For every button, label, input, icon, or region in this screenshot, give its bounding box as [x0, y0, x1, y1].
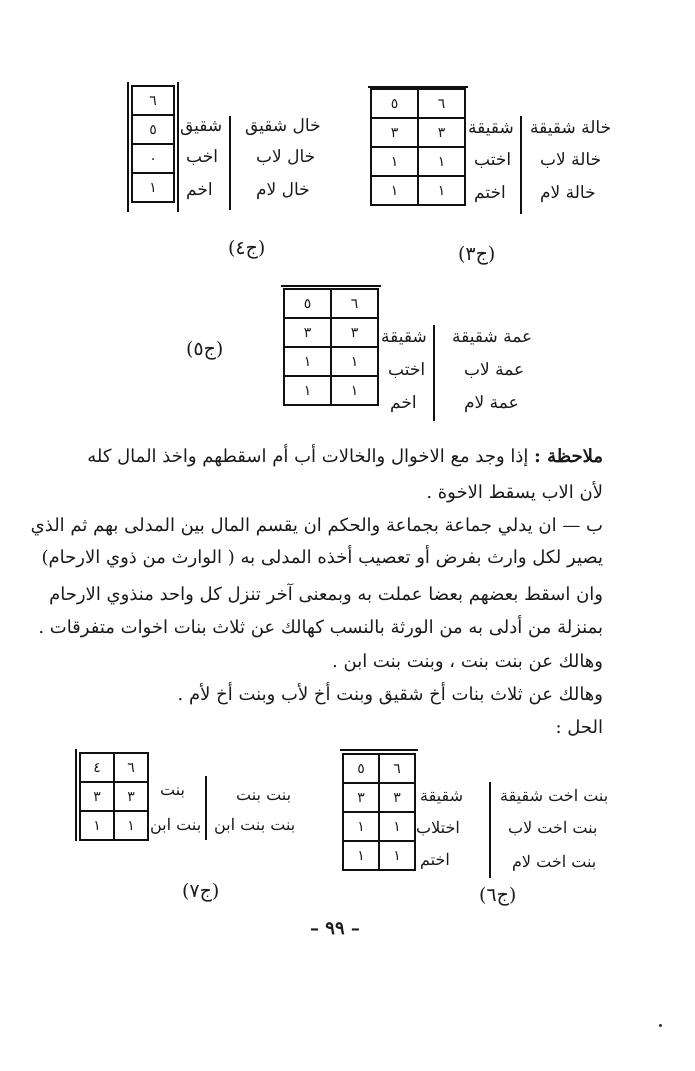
- section-b-line: وهالك عن ثلاث بنات أخ شقيق وبنت أخ لأب وبنت أخ لأم .: [177, 684, 603, 705]
- table-c5-right-label: عمة لاب: [464, 360, 525, 380]
- table-c6-cell: ٣: [343, 783, 379, 812]
- table-c6-mid-label: شقيقة: [420, 786, 463, 805]
- table-c7-caption: (ج٧): [182, 880, 220, 902]
- table-c5-mid-label: شقيقة: [381, 327, 427, 347]
- table-c5-mid-label: اخم: [390, 393, 417, 413]
- table-c7-right-label: بنت بنت ابن: [214, 815, 296, 834]
- table-c3-mid-label: شقيقة: [468, 118, 514, 138]
- table-c3-right-label: خالة شقيقة: [530, 118, 612, 138]
- table-c3-cell: ٣: [418, 118, 465, 147]
- table-c6-cell: ٥: [343, 754, 379, 783]
- table-c4-cell: ١: [132, 173, 174, 202]
- table-c3-right-label: خالة لام: [540, 183, 596, 203]
- section-b-line: بمنزلة من أدلى به من الورثة بالنسب كهالك عن ثلاث بنات اخوات متفرقات .: [38, 617, 603, 638]
- table-c5-cell: ١: [284, 376, 331, 405]
- table-c6-grid: [342, 753, 416, 871]
- table-c3-caption: (ج٣): [458, 243, 496, 265]
- table-c4-mid-label: اخب: [186, 147, 218, 167]
- table-c3-divider: [520, 116, 522, 214]
- table-c6-top-rule: [340, 749, 418, 751]
- table-c6-mid-label: اختلاب: [416, 818, 460, 837]
- section-b-line: وان اسقط بعضهم بعضا عملت به وبمعنى آخر تنزل كل واحد منذوي الارحام: [49, 584, 603, 605]
- table-c6-right-label: بنت اخت لام: [512, 852, 597, 871]
- table-c6-cell: ٦: [379, 754, 415, 783]
- table-c7-cell: ٦: [114, 753, 148, 782]
- table-c5-cell: ١: [331, 376, 378, 405]
- table-c4-left-rule: [127, 82, 129, 212]
- table-c6-cell: ١: [343, 841, 379, 870]
- table-c7-grid: [79, 752, 149, 841]
- table-c3-cell: ١: [371, 147, 418, 176]
- table-c4-grid: [131, 85, 175, 203]
- table-c6-divider: [489, 782, 491, 878]
- table-c5-caption: (ج٥): [186, 338, 224, 360]
- table-c5-grid: [283, 288, 379, 406]
- table-c4-right-rule: [177, 82, 179, 212]
- table-c4-right-label: خال لاب: [256, 147, 316, 167]
- section-b-line: وهالك عن بنت بنت ، وبنت بنت ابن .: [332, 651, 603, 672]
- table-c6-right-label: بنت اخت لاب: [508, 818, 598, 837]
- table-c3-cell: ٥: [371, 89, 418, 118]
- table-c3-grid: [370, 88, 466, 206]
- table-c4-caption: (ج٤): [228, 237, 266, 259]
- table-c4-divider: [229, 116, 231, 210]
- table-c6-cell: ١: [379, 812, 415, 841]
- table-c4-mid-label: اخم: [186, 180, 213, 200]
- table-c4-cell: ٥: [132, 115, 174, 144]
- section-b-line: ب — ان يدلي جماعة بجماعة والحكم ان يقسم المال بين المدلى بهم ثم الذي: [30, 515, 603, 536]
- table-c5-cell: ٦: [331, 289, 378, 318]
- table-c5-mid-label: اختب: [388, 360, 426, 380]
- section-b-line: يصير لكل وارث بفرض أو تعصيب أخذه المدلى به ( الوارث من ذوي الارحام): [41, 547, 603, 568]
- table-c3-cell: ٣: [371, 118, 418, 147]
- table-c4-right-label: خال لام: [256, 180, 310, 200]
- note-line-2: لأن الاب يسقط الاخوة .: [426, 482, 603, 503]
- table-c7-cell: ٤: [80, 753, 114, 782]
- table-c4-right-label: خال شقيق: [245, 116, 321, 136]
- table-c7-divider: [205, 776, 207, 840]
- table-c6-cell: ١: [343, 812, 379, 841]
- note-title: ملاحظة :: [534, 446, 603, 467]
- table-c5-cell: ٣: [284, 318, 331, 347]
- table-c7-cell: ٣: [114, 782, 148, 811]
- table-c7-mid-label: بنت: [160, 780, 185, 799]
- table-c5-divider: [433, 325, 435, 421]
- table-c4-cell: ٠: [132, 144, 174, 173]
- table-c6-right-label: بنت اخت شقيقة: [500, 786, 609, 805]
- table-c5-cell: ٥: [284, 289, 331, 318]
- note-text: إذا وجد مع الاخوال والخالات أب أم اسقطهم واخذ المال كله: [87, 446, 529, 467]
- table-c5-right-label: عمة شقيقة: [452, 327, 533, 347]
- table-c6-caption: (ج٦): [479, 884, 517, 906]
- table-c7-left-rule: [75, 749, 77, 841]
- table-c5-cell: ٣: [331, 318, 378, 347]
- table-c3-mid-label: اختب: [474, 150, 512, 170]
- table-c7-right-label: بنت بنت: [236, 785, 292, 804]
- table-c3-cell: ١: [418, 147, 465, 176]
- table-c5-cell: ١: [284, 347, 331, 376]
- table-c3-mid-label: اختم: [474, 183, 506, 203]
- table-c6-cell: ١: [379, 841, 415, 870]
- table-c5-cell: ١: [331, 347, 378, 376]
- table-c5-top-rule: [281, 285, 381, 287]
- section-b-line: الحل :: [555, 717, 603, 738]
- table-c6-mid-label: اختم: [420, 850, 450, 869]
- note-line-1: [87, 446, 603, 467]
- table-c7-cell: ١: [80, 811, 114, 840]
- table-c3-right-label: خالة لاب: [540, 150, 602, 170]
- table-c4-mid-label: شقيق: [180, 116, 223, 136]
- scan-speck: [659, 1024, 662, 1027]
- table-c3-cell: ١: [418, 176, 465, 205]
- table-c5-right-label: عمة لام: [464, 393, 519, 413]
- table-c4-cell: ٦: [132, 86, 174, 115]
- table-c3-cell: ٦: [418, 89, 465, 118]
- table-c7-cell: ٣: [80, 782, 114, 811]
- page-number: – ٩٩ –: [310, 918, 360, 939]
- table-c6-cell: ٣: [379, 783, 415, 812]
- table-c3-cell: ١: [371, 176, 418, 205]
- table-c7-mid-label: بنت ابن: [150, 815, 202, 834]
- table-c7-cell: ١: [114, 811, 148, 840]
